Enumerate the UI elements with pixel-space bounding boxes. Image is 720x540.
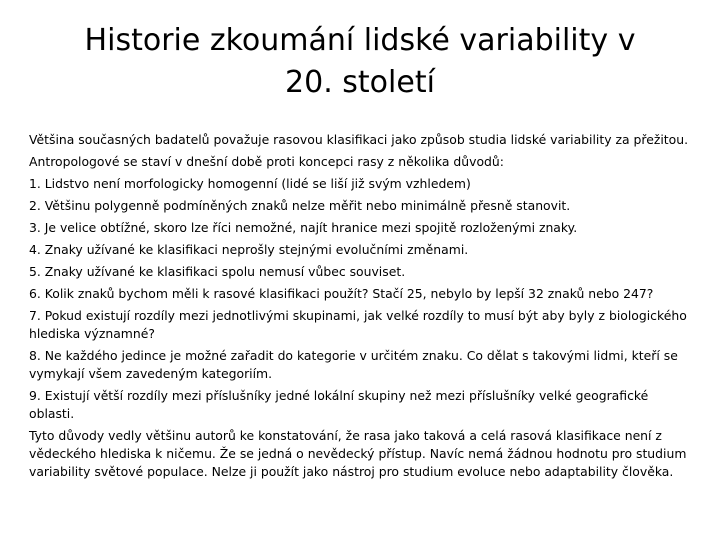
reasons-heading: Antropologové se staví v dnešní době proti koncepci rasy z několika důvodů: xyxy=(29,154,504,169)
reason-item-7: 7. Pokud existují rozdíly mezi jednotlivými skupinami, jak velké rozdíly to musí být aby byly z biologického hlediska významné? xyxy=(29,308,687,341)
intro-paragraph: Většina současných badatelů považuje rasovou klasifikaci jako způsob studia lidské variability za přežitou. xyxy=(29,132,689,147)
slide-title-line-2: 20. století xyxy=(285,65,435,100)
conclusion-paragraph: Tyto důvody vedly většinu autorů ke konstatování, že rasa jako taková a celá rasová klasifikace není z vědeckého hlediska k ničemu. Že se jedná o nevědecký přístup. Navíc nemá žádnou hodnotu pro studium variability světové populace. Nelze ji použít jako nástroj pro studium evoluce nebo adaptability člověka. xyxy=(29,428,687,479)
reason-item-8: 8. Ne každého jedince je možné zařadit do kategorie v určitém znaku. Co dělat s takovými lidmi, kteří se vymykají všem zavedeným kategoriím. xyxy=(29,348,678,381)
reason-item-6: 6. Kolik znaků bychom měli k rasové klasifikaci použít? Stačí 25, nebylo by lepší 32 znaků nebo 247? xyxy=(29,286,654,301)
slide-title-line-1: Historie zkoumání lidské variability v xyxy=(84,23,636,58)
slide-body xyxy=(29,131,693,485)
reason-item-4: 4. Znaky užívané ke klasifikaci neprošly stejnými evolučními změnami. xyxy=(29,242,469,257)
reason-item-3: 3. Je velice obtížné, skoro lze říci nemožné, najít hranice mezi spojitě rozloženými znaky. xyxy=(29,220,578,235)
reason-item-9: 9. Existují větší rozdíly mezi příslušníky jedné lokální skupiny než mezi příslušníky velké geografické oblasti. xyxy=(29,388,649,421)
reason-item-5: 5. Znaky užívané ke klasifikaci spolu nemusí vůbec souviset. xyxy=(29,264,406,279)
slide-title xyxy=(40,20,680,104)
reason-item-1: 1. Lidstvo není morfologicky homogenní (lidé se liší již svým vzhledem) xyxy=(29,176,471,191)
reason-item-2: 2. Většinu polygenně podmíněných znaků nelze měřit nebo minimálně přesně stanovit. xyxy=(29,198,571,213)
